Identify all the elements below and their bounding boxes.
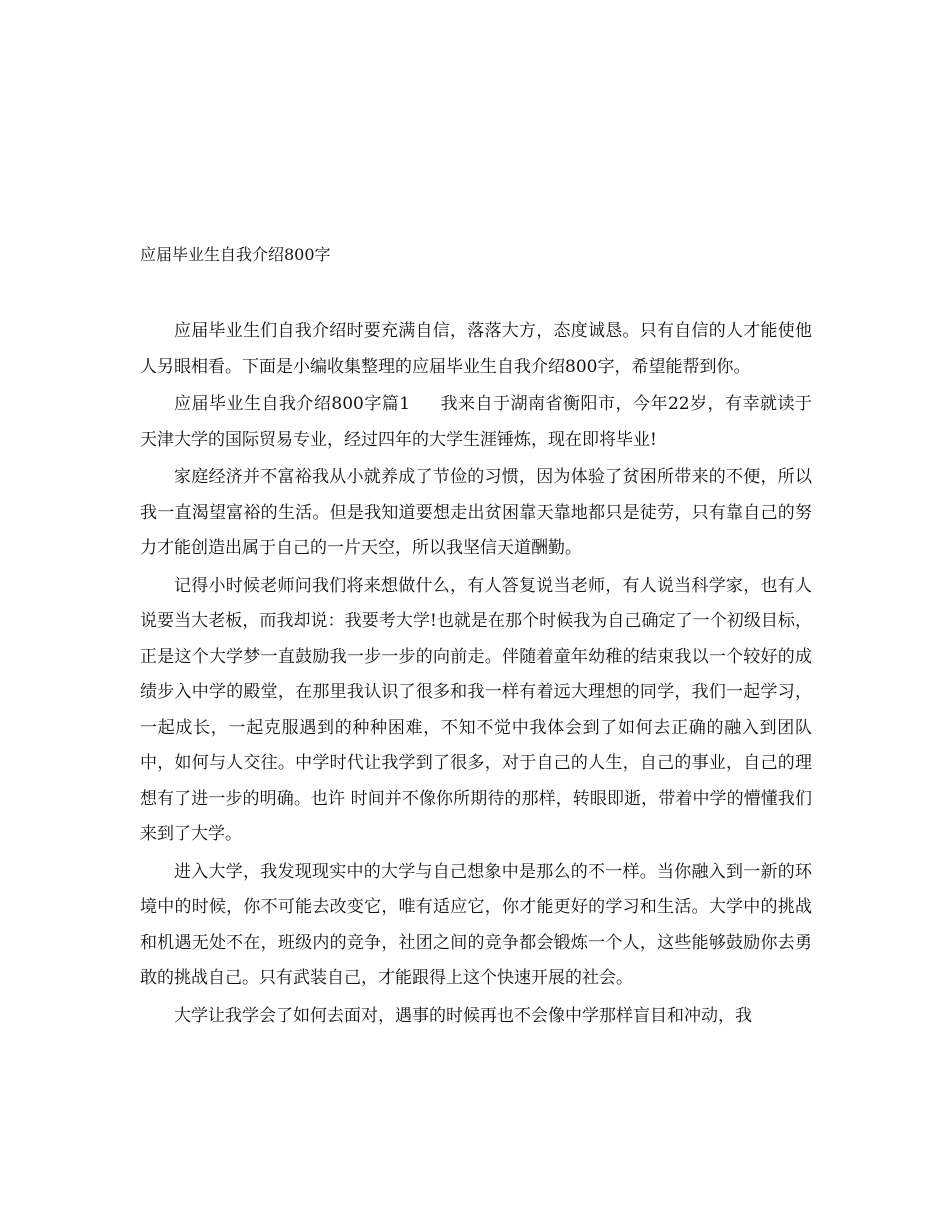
document-body [140,314,812,1036]
section-text: 我来自于湖南省衡阳市，今年22岁，有幸就读于天津大学的国际贸易专业，经过四年的大学生涯锤炼，现在即将毕业! [140,394,812,450]
section-heading: 应届毕业生自我介绍800字篇1 [174,394,411,414]
section-paragraph [140,387,812,458]
family-paragraph: 家庭经济并不富裕我从小就养成了节俭的习惯，因为体验了贫困所带来的不便，所以我一直渴望富裕的生活。但是我知道要想走出贫困靠天靠地都只是徒劳，只有靠自己的努力才能创造出属于自己的一片天空，所以我坚信天道酬勤。 [140,467,812,558]
learned-paragraph: 大学让我学会了如何去面对，遇事的时候再也不会像中学那样盲目和冲动，我 [174,1005,752,1026]
childhood-paragraph: 记得小时候老师问我们将来想做什么，有人答复说当老师，有人说当科学家，也有人说要当大老板，而我却说：我要考大学!也就是在那个时候我为自己确定了一个初级目标，正是这个大学梦一直鼓励我一步一步的向前走。伴随着童年幼稚的结束我以一个较好的成绩步入中学的殿堂，在那里我认识了很多和我一样有着远大理想的同学，我们一起学习，一起成长，一起克服遇到的种种困难，不知不觉中我体会到了如何去正确的融入到团队中，如何与人交往。中学时代让我学到了很多，对于自己的人生，自己的事业，自己的理想有了进一步的明确。也许 时间并不像你所期待的那样，转眼即逝，带着中学的懵懂我们来到了大学。 [140,575,812,844]
document-title: 应届毕业生自我介绍800字 [140,245,331,264]
intro-paragraph: 应届毕业生们自我介绍时要充满自信，落落大方，态度诚恳。只有自信的人才能使他人另眼相看。下面是小编收集整理的应届毕业生自我介绍800字，希望能帮到你。 [140,321,812,377]
university-paragraph: 进入大学，我发现现实中的大学与自己想象中是那么的不一样。当你融入到一新的环境中的时候，你不可能去改变它，唯有适应它，你才能更好的学习和生活。大学中的挑战和机遇无处不在，班级内的竞争，社团之间的竞争都会锻炼一个人，这些能够鼓励你去勇敢的挑战自己。只有武装自己，才能跟得上这个快速开展的社会。 [140,861,812,988]
